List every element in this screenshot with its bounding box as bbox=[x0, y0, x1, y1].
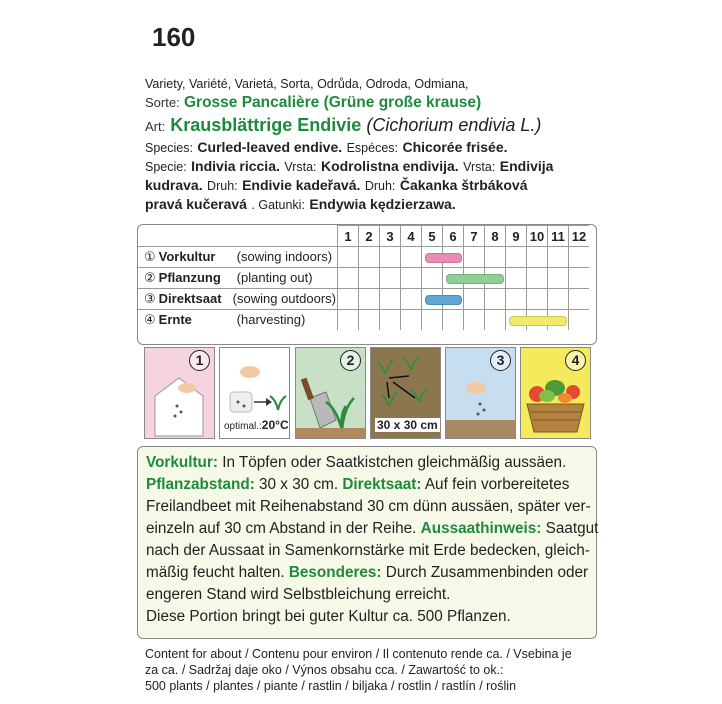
instruction-text: Auf fein vorbereitetes bbox=[421, 476, 570, 493]
calendar-cell bbox=[359, 310, 380, 331]
calendar-row bbox=[138, 268, 589, 289]
calendar-cell bbox=[401, 268, 422, 289]
month-header: 6 bbox=[443, 226, 464, 247]
species-value: Chicorée frisée. bbox=[402, 139, 508, 155]
step-number: 3 bbox=[490, 350, 511, 371]
art-value: Krausblättrige Endivie bbox=[170, 115, 362, 135]
instruction-text: Durch Zusammenbinden oder bbox=[381, 564, 589, 581]
month-header: 9 bbox=[506, 226, 527, 247]
calendar-cell bbox=[569, 310, 590, 331]
species-label: Vrsta: bbox=[463, 160, 496, 174]
instruction-heading: Aussaathinweis: bbox=[420, 520, 542, 537]
instruction-line bbox=[146, 520, 598, 538]
instruction-line bbox=[146, 608, 511, 626]
row-description: (sowing indoors) bbox=[236, 249, 333, 264]
instruction-line bbox=[146, 586, 450, 604]
instruction-text: Saatgut bbox=[541, 520, 599, 537]
calendar-cell bbox=[338, 310, 359, 331]
footer-line: Content for about / Contenu pour environ / Il contenuto rende ca. / Vsebina je bbox=[145, 647, 572, 661]
instruction-heading: Besonderes: bbox=[288, 564, 382, 581]
calendar-cell bbox=[548, 247, 569, 268]
calendar-bar bbox=[446, 274, 504, 284]
row-name: Vorkultur bbox=[158, 249, 216, 264]
calendar-cell bbox=[380, 268, 401, 289]
step-number: 2 bbox=[340, 350, 361, 371]
calendar-cell bbox=[527, 289, 548, 310]
calendar-bar bbox=[425, 295, 462, 305]
calendar-cell bbox=[464, 247, 485, 268]
calendar-cell bbox=[464, 289, 485, 310]
art-line bbox=[145, 115, 541, 136]
species-value: Indivia riccia. bbox=[191, 158, 280, 174]
instruction-line bbox=[146, 498, 591, 516]
calendar-cell bbox=[506, 268, 527, 289]
species-line-3 bbox=[145, 177, 528, 195]
calendar-cell bbox=[485, 289, 506, 310]
calendar-cell bbox=[527, 247, 548, 268]
step-number: 4 bbox=[565, 350, 586, 371]
species-label: Druh: bbox=[364, 179, 396, 193]
temp-prefix: optimal.: bbox=[224, 421, 262, 432]
month-header: 2 bbox=[359, 226, 380, 247]
instruction-text: Diese Portion bringt bei guter Kultur ca. 500 Pflanzen. bbox=[146, 608, 511, 625]
calendar-cell bbox=[359, 247, 380, 268]
calendar-cell bbox=[422, 310, 443, 331]
row-name: Direktsaat bbox=[158, 291, 222, 306]
calendar-row-label bbox=[138, 310, 338, 331]
calendar-row-label bbox=[138, 268, 338, 289]
row-name: Ernte bbox=[158, 312, 192, 327]
species-value: kudrava. bbox=[145, 177, 203, 193]
calendar-cell bbox=[359, 289, 380, 310]
picture-sowing-outdoors bbox=[445, 347, 516, 439]
species-label: Specie: bbox=[145, 160, 187, 174]
instruction-line bbox=[146, 564, 588, 582]
row-number: ① bbox=[144, 249, 156, 264]
sowing-calendar bbox=[137, 224, 597, 345]
temperature-label bbox=[222, 418, 290, 432]
species-label: Espéces: bbox=[346, 141, 398, 155]
calendar-bar bbox=[509, 316, 567, 326]
spacing-label: 30 x 30 cm bbox=[377, 418, 438, 432]
instruction-line bbox=[146, 476, 569, 494]
month-header: 1 bbox=[338, 226, 359, 247]
calendar-cell bbox=[380, 247, 401, 268]
species-label: Druh: bbox=[207, 179, 238, 193]
temp-value: 20°C bbox=[261, 418, 289, 432]
calendar-cell bbox=[401, 247, 422, 268]
calendar-cell bbox=[485, 247, 506, 268]
art-latin: (Cichorium endivia L.) bbox=[366, 115, 542, 135]
calendar-cell bbox=[569, 268, 590, 289]
calendar-row-label bbox=[138, 247, 338, 268]
calendar-cell bbox=[380, 289, 401, 310]
species-label: Species: bbox=[145, 141, 193, 155]
month-header: 4 bbox=[401, 226, 422, 247]
row-number: ② bbox=[144, 270, 156, 285]
packet-number: 160 bbox=[152, 22, 196, 52]
instruction-heading: Pflanzabstand: bbox=[146, 476, 255, 493]
footer-line: za ca. / Sadržaj daje oko / Výnos obsahu cca. / Zawartość to ok.: bbox=[145, 663, 504, 677]
row-name: Pflanzung bbox=[158, 270, 221, 285]
calendar-cell bbox=[338, 268, 359, 289]
calendar-cell bbox=[527, 268, 548, 289]
instructions-box bbox=[137, 446, 597, 639]
species-line-1 bbox=[145, 139, 508, 157]
calendar-cell bbox=[401, 310, 422, 331]
picture-harvest bbox=[520, 347, 591, 439]
art-label: Art: bbox=[145, 119, 166, 134]
species-value: pravá kučeravá bbox=[145, 196, 247, 212]
instruction-heading: Vorkultur: bbox=[146, 454, 218, 471]
instruction-line bbox=[146, 454, 566, 472]
instruction-text: 30 x 30 cm. bbox=[254, 476, 343, 493]
calendar-cell bbox=[401, 289, 422, 310]
species-value: Kodrolistna endivija. bbox=[320, 158, 459, 174]
calendar-cell bbox=[569, 289, 590, 310]
species-value: Endivie kadeřavá. bbox=[242, 177, 361, 193]
calendar-cell bbox=[485, 310, 506, 331]
picture-spacing bbox=[370, 347, 441, 439]
calendar-row bbox=[138, 289, 589, 310]
calendar-cell bbox=[338, 289, 359, 310]
species-value: Curled-leaved endive. bbox=[197, 139, 343, 155]
species-line-2 bbox=[145, 158, 553, 176]
species-line-4 bbox=[145, 196, 456, 214]
sorte-value: Grosse Pancalière (Grüne große krause) bbox=[184, 94, 482, 111]
month-header: 10 bbox=[527, 226, 548, 247]
variety-line: Variety, Variété, Varietá, Sorta, Odrůda, Odroda, Odmiana, bbox=[145, 77, 469, 91]
instruction-text: engeren Stand wird Selbstbleichung erreicht. bbox=[146, 586, 451, 603]
calendar-cell bbox=[464, 310, 485, 331]
calendar-cell bbox=[569, 247, 590, 268]
picture-planting-out bbox=[295, 347, 366, 439]
calendar-cell bbox=[548, 268, 569, 289]
calendar-header-row bbox=[138, 226, 589, 247]
row-number: ④ bbox=[144, 312, 156, 327]
instruction-text: einzeln auf 30 cm Abstand in der Reihe. bbox=[146, 520, 421, 537]
month-header: 11 bbox=[548, 226, 569, 247]
row-description: (planting out) bbox=[236, 270, 313, 285]
species-label: . Gatunki: bbox=[251, 198, 305, 212]
sorte-line bbox=[145, 94, 481, 112]
month-header: 7 bbox=[464, 226, 485, 247]
instruction-line bbox=[146, 542, 590, 560]
calendar-cell bbox=[338, 247, 359, 268]
calendar-row-label bbox=[138, 289, 338, 310]
row-description: (sowing outdoors) bbox=[232, 291, 336, 306]
month-header: 12 bbox=[569, 226, 590, 247]
month-header: 3 bbox=[380, 226, 401, 247]
calendar-bar bbox=[425, 253, 462, 263]
calendar-cell bbox=[359, 268, 380, 289]
calendar-cell bbox=[548, 289, 569, 310]
calendar-grid bbox=[138, 225, 589, 330]
calendar-cell bbox=[422, 268, 443, 289]
instruction-text: In Töpfen oder Saatkistchen gleichmäßig aussäen. bbox=[217, 454, 567, 471]
species-label: Vrsta: bbox=[284, 160, 317, 174]
calendar-row bbox=[138, 247, 589, 268]
picture-germination bbox=[219, 347, 290, 439]
instruction-text: Freilandbeet mit Reihenabstand 30 cm dünn aussäen, später ver- bbox=[146, 498, 591, 515]
instruction-heading: Direktsaat: bbox=[342, 476, 422, 493]
row-number: ③ bbox=[144, 291, 156, 306]
row-description: (harvesting) bbox=[236, 312, 306, 327]
instruction-text: mäßig feucht halten. bbox=[146, 564, 289, 581]
step-number: 1 bbox=[189, 350, 210, 371]
footer-line: 500 plants / plantes / piante / rastlin / biljaka / rostlin / rastlín / roślin bbox=[145, 679, 517, 693]
calendar-cell bbox=[506, 247, 527, 268]
species-value: Čakanka štrbáková bbox=[399, 177, 528, 193]
calendar-corner bbox=[138, 226, 338, 247]
calendar-cell bbox=[443, 310, 464, 331]
instruction-text: nach der Aussaat in Samenkornstärke mit Erde bedecken, gleich- bbox=[146, 542, 590, 559]
calendar-cell bbox=[380, 310, 401, 331]
month-header: 8 bbox=[485, 226, 506, 247]
species-value: Endywia kędzierzawa. bbox=[309, 196, 456, 212]
species-value: Endivija bbox=[499, 158, 554, 174]
calendar-cell bbox=[506, 289, 527, 310]
sorte-label: Sorte: bbox=[145, 95, 180, 110]
picture-sowing-indoors bbox=[144, 347, 215, 439]
month-header: 5 bbox=[422, 226, 443, 247]
